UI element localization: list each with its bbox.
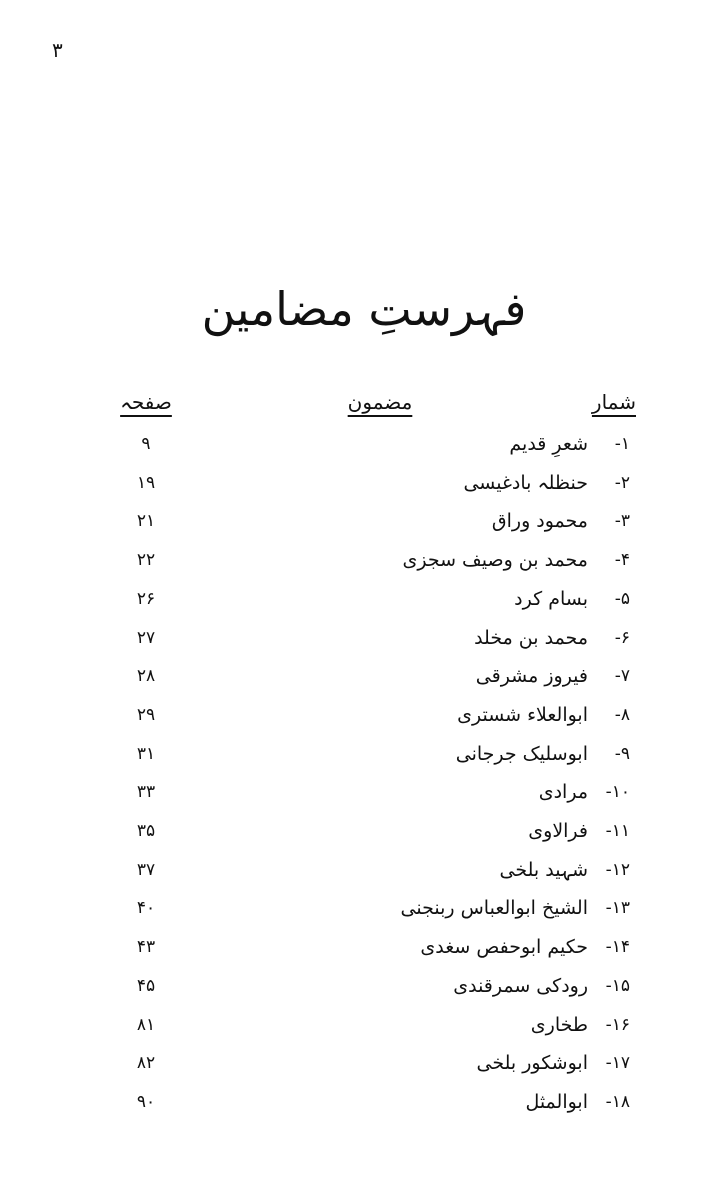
toc-entry-page: ۲۶ [136,588,156,609]
toc-entry-number: ۱۴- [605,937,630,958]
toc-entry-number: ۵- [614,588,630,609]
toc-row [0,467,728,499]
toc-entry-number: ۱۱- [605,821,630,841]
toc-entry-number: ۳- [614,511,630,532]
column-headers [0,386,728,424]
toc-entry-page: ۲۱ [136,511,156,532]
toc-entry-number: ۹- [614,743,630,764]
toc-entry-title: شعرِ قدیم [509,433,588,455]
page-title: فہرستِ مضامین [201,282,527,336]
header-page: صفحہ [120,390,172,414]
toc-entry-title: محمد بن وصیف سجزی [402,549,588,572]
toc-entry-page: ۳۵ [136,821,156,841]
toc-row [0,815,728,847]
toc-entry-page: ۳۷ [136,859,156,880]
toc-row [0,970,728,1002]
toc-entry-title: محمد بن مخلد [474,626,588,649]
toc-entry-title: ابوالعلاء شستری [457,703,588,726]
toc-row [0,854,728,886]
toc-entry-title: فیروز مشرقی [475,665,588,688]
toc-entry-page: ۹ [141,434,151,454]
toc-entry-number: ۱۳- [605,898,630,919]
toc-entry-page: ۳۳ [136,782,156,803]
toc-entry-title: ابوشکور بلخی [476,1052,588,1075]
toc-entry-title: رودکی سمرقندی [453,974,588,997]
toc-entry-page: ۴۰ [136,898,156,919]
toc-entry-number: ۱۶- [605,1014,630,1035]
toc-entry-number: ۷- [614,666,630,687]
toc-entry-page: ۲۸ [136,666,156,687]
toc-row [0,1047,728,1079]
toc-row [0,776,728,808]
toc-row [0,428,728,460]
toc-entry-page: ۲۷ [136,627,156,648]
toc-entry-page: ۴۳ [136,937,156,958]
toc-entry-page: ۳۱ [136,743,156,764]
toc-row [0,1009,728,1041]
toc-row [0,505,728,537]
toc-entry-title: الشیخ ابوالعباس ربنجنی [400,897,588,920]
toc-row [0,622,728,654]
toc-entry-title: فرالاوی [528,820,588,842]
toc-row [0,544,728,576]
toc-entry-title: ابوالمثل [525,1090,588,1113]
toc-entry-page: ۸۲ [136,1053,156,1074]
toc-entry-number: ۸- [614,704,630,725]
toc-entry-number: ۱۰- [605,782,630,803]
toc-entry-title: مرادی [538,781,588,804]
toc-entry-title: ابوسلیک جرجانی [455,742,588,765]
toc-entry-page: ۴۵ [136,975,156,996]
toc-entry-number: ۱- [614,434,630,454]
toc-row [0,583,728,615]
header-serial: شمار [591,390,636,414]
toc-row [0,892,728,924]
toc-entry-number: ۶- [614,627,630,648]
toc-row [0,660,728,692]
toc-row [0,738,728,770]
toc-entry-title: شہید بلخی [499,858,588,881]
toc-row [0,699,728,731]
toc-entry-title: بسام کرد [514,587,588,610]
toc-entry-number: ۱۵- [605,975,630,996]
toc-entry-number: ۱۷- [605,1053,630,1074]
toc-row [0,931,728,963]
toc-entry-title: حکیم ابوحفص سغدی [420,936,588,959]
toc-entry-title: حنظلہ بادغیسی [463,471,588,494]
toc-entry-page: ۲۲ [136,550,156,571]
toc-entry-number: ۱۲- [605,859,630,880]
toc-entry-number: ۱۸- [605,1091,630,1112]
toc-entry-title: محمود وراق [491,510,588,533]
header-topic: مضمون [347,390,413,414]
toc-entry-title: طخاری [530,1013,588,1036]
toc-entry-page: ۹۰ [136,1091,156,1112]
toc-entry-number: ۴- [614,550,630,571]
toc-entry-page: ۱۹ [136,472,156,493]
toc-row [0,1086,728,1118]
page-number: ٣ [52,38,63,62]
toc-entry-number: ۲- [614,472,630,493]
toc-entry-page: ۸۱ [136,1014,156,1035]
toc-entry-page: ۲۹ [136,704,156,725]
